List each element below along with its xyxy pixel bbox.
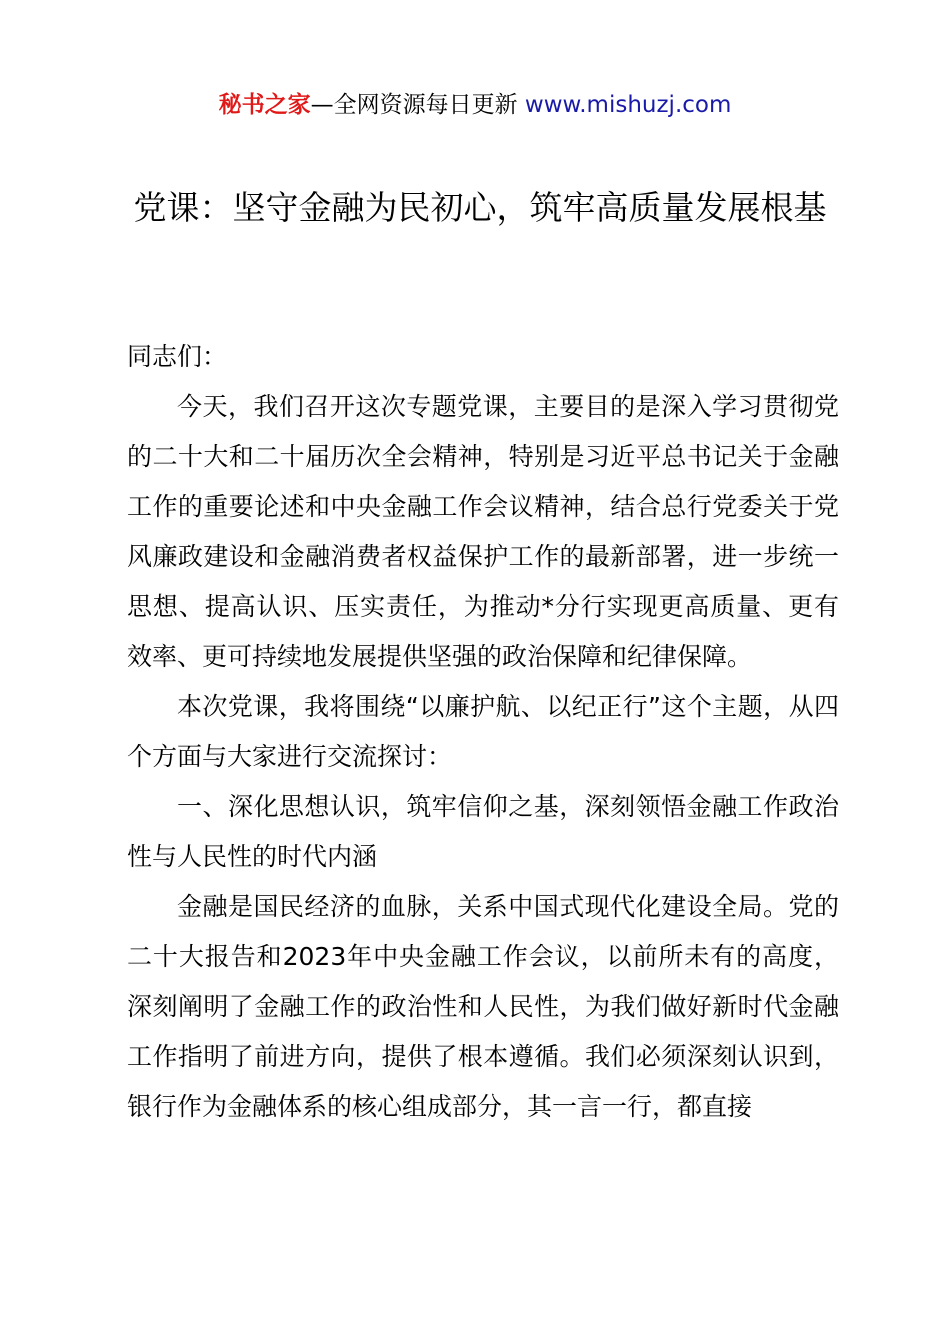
site-tagline: —全网资源每日更新 — [310, 92, 525, 118]
salutation: 同志们： — [127, 342, 228, 371]
paragraph: 金融是国民经济的血脉，关系中国式现代化建设全局。党的二十大报告和2023年中央金融工作会议，以前所未有的高度，深刻阐明了金融工作的政治性和人民性，为我们做好新时代金融工作指明了前进方向，提供了根本遵循。我们必须深刻认识到，银行作为金融体系的核心组成部分，其一言一行，都直接 — [127, 892, 839, 1121]
section-heading: 一、深化思想认识，筑牢信仰之基，深刻领悟金融工作政治性与人民性的时代内涵 — [127, 792, 839, 871]
site-banner — [0, 88, 950, 122]
site-brand: 秘书之家 — [218, 92, 311, 118]
paragraph: 本次党课，我将围绕“以廉护航、以纪正行”这个主题，从四个方面与大家进行交流探讨： — [127, 692, 839, 771]
document-title: 党课：坚守金融为民初心，筑牢高质量发展根基 — [133, 188, 827, 227]
site-url-link[interactable]: www.mishuzj.com — [524, 92, 732, 118]
paragraph: 今天，我们召开这次专题党课，主要目的是深入学习贯彻党的二十大和二十届历次全会精神，特别是习近平总书记关于金融工作的重要论述和中央金融工作会议精神，结合总行党委关于党风廉政建设和金融消费者权益保护工作的最新部署，进一步统一思想、提高认识、压实责任，为推动*分行实现更高质量、更有效率、更可持续地发展提供坚强的政治保障和纪律保障。 — [127, 392, 839, 671]
document-body — [127, 332, 839, 1132]
